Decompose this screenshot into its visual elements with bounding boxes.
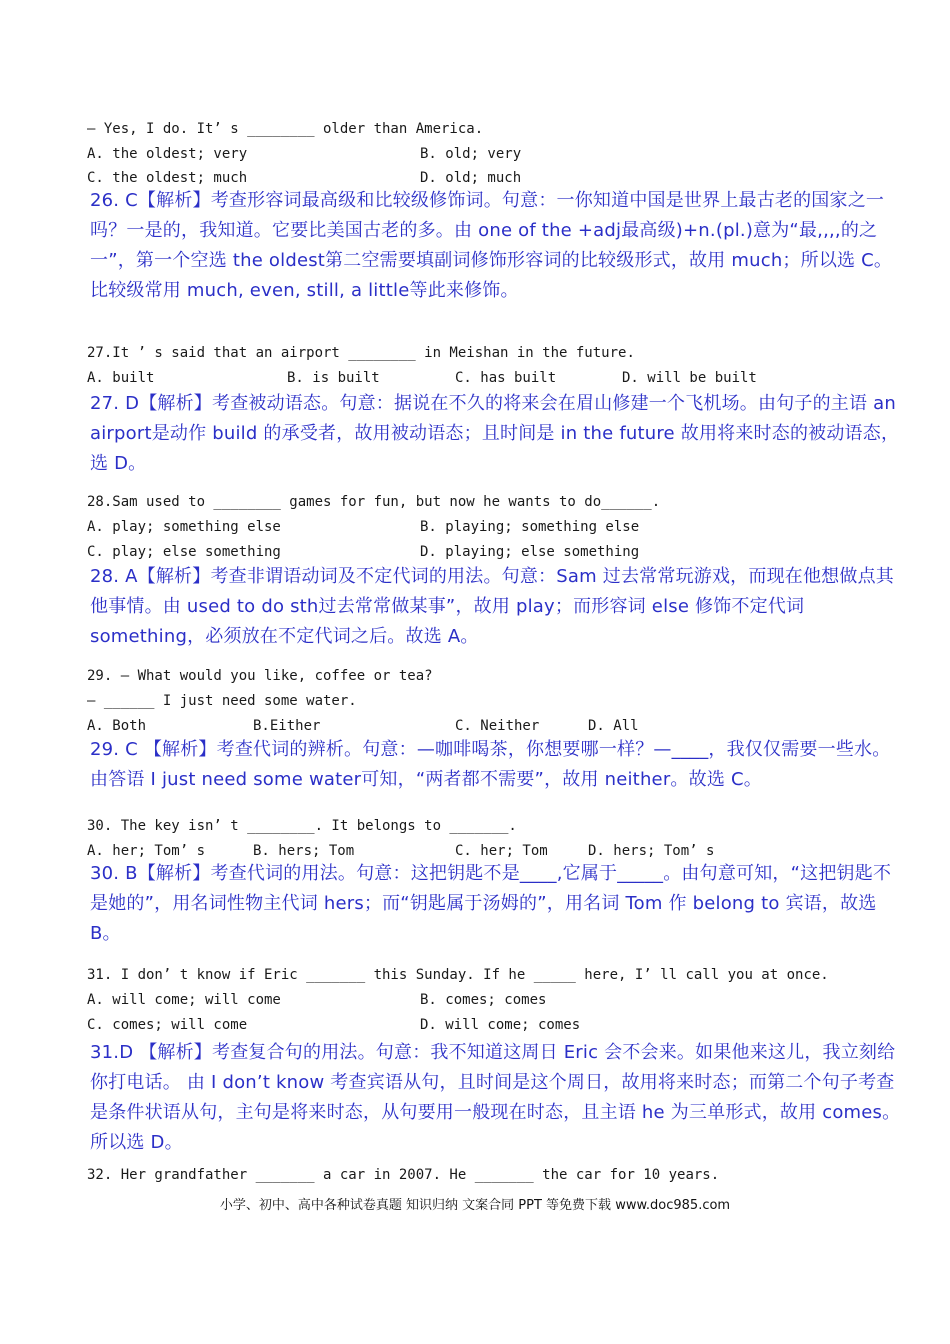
q25-option-b: B. old; very [420,146,522,162]
q25-option-a: A. the oldest; very [87,146,248,162]
q31-option-b: B. comes; comes [420,992,547,1008]
q31-analysis: 31.D 【解析】考查复合句的用法。句意：我不知道这周日 Eric 会不会来。如果他来这儿，我立刻给你打电话。 由 I don’t know 考查宾语从句，且时间是这个周日，故用将来时态；而第二个句子考查是条件状语从句，主句是将来时态，从句要用一般现在时态，且主语 he 为三单形式，故用 comes。所以选 D。 [90,1042,901,1153]
q25-option-d: D. old; much [420,170,522,186]
question-29-line1: 29. — What would you like, coffee or tea? [87,668,433,684]
q30-analysis: 30. B【解析】考查代词的用法。句意：这把钥匙不是____,它属于_____。由句意可知，“这把钥匙不是她的”，用名词性物主代词 hers；而“钥匙属于汤姆的”，用名词 Tom 作 belong to 宾语，故选 B。 [90,863,892,944]
q30-option-b: B. hers; Tom [253,843,355,859]
question-31-line: 31. I don’ t know if Eric _______ this Sunday. If he _____ here, I’ ll call you at once. [87,967,829,983]
q30-option-d: D. hers; Tom’ s [588,843,715,859]
page-footer: 小学、初中、高中各种试卷真题 知识归纳 文案合同 PPT 等免费下载 www.doc985.com [219,1198,731,1213]
q25-option-c: C. the oldest; much [87,170,248,186]
q27-option-c: C. has built [455,370,557,386]
question-27-line: 27.It ’ s said that an airport ________ in Meishan in the future. [87,345,635,361]
q26-analysis: 26. C【解析】考查形容词最高级和比较级修饰词。句意：一你知道中国是世界上最古老的国家之一吗？一是的，我知道。它要比美国古老的多。由 one of the +adj最高级)+n.(pl.)意为“最,,,,的之一”，第一个空选 the oldest第二空需要填副词修饰形容词的比较级形式，故用 much；所以选 C。比较级常用 much, even, still, a little等此来修饰。 [90,190,893,301]
q27-option-d: D. will be built [622,370,757,386]
q29-option-d: D. All [588,718,639,734]
q31-option-d: D. will come; comes [420,1017,581,1033]
q27-analysis: 27. D【解析】考查被动语态。句意：据说在不久的将来会在眉山修建一个飞机场。由句子的主语 an airport是动作 build 的承受者，故用被动语态；且时间是 in the future 故用将来时态的被动语态，选 D。 [90,393,900,474]
q28-option-a: A. play; something else [87,519,281,535]
q31-option-c: C. comes; will come [87,1017,248,1033]
question-29-line2: — ______ I just need some water. [87,693,357,709]
q30-option-a: A. her; Tom’ s [87,843,206,859]
question-25-line: — Yes, I do. It’ s ________ older than America. [87,121,484,137]
q29-option-c: C. Neither [455,718,540,734]
q30-option-c: C. her; Tom [455,843,548,859]
q29-option-b: B.Either [253,718,321,734]
q29-analysis: 29. C 【解析】考查代词的辨析。句意：—咖啡喝茶，你想要哪一样？—____，我仅仅需要一些水。由答语 I just need some water可知，“两者都不需要”，故用 neither。故选 C。 [90,739,891,790]
q27-option-a: A. built [87,370,155,386]
question-32-line: 32. Her grandfather _______ a car in 2007. He _______ the car for 10 years. [87,1167,720,1183]
q27-option-b: B. is built [287,370,380,386]
q28-analysis: 28. A【解析】考查非谓语动词及不定代词的用法。句意：Sam 过去常常玩游戏，而现在他想做点其他事情。由 used to do sth过去常常做某事”，故用 play；而形容词 else 修饰不定代词 something，必须放在不定代词之后。故选 A。 [90,566,894,647]
q31-option-a: A. will come; will come [87,992,281,1008]
q28-option-b: B. playing; something else [420,519,640,535]
question-30-line: 30. The key isn’ t ________. It belongs to _______. [87,818,517,834]
question-28-line: 28.Sam used to ________ games for fun, but now he wants to do______. [87,494,661,510]
q28-option-c: C. play; else something [87,544,281,560]
q29-option-a: A. Both [87,718,147,734]
q28-option-d: D. playing; else something [420,544,640,560]
